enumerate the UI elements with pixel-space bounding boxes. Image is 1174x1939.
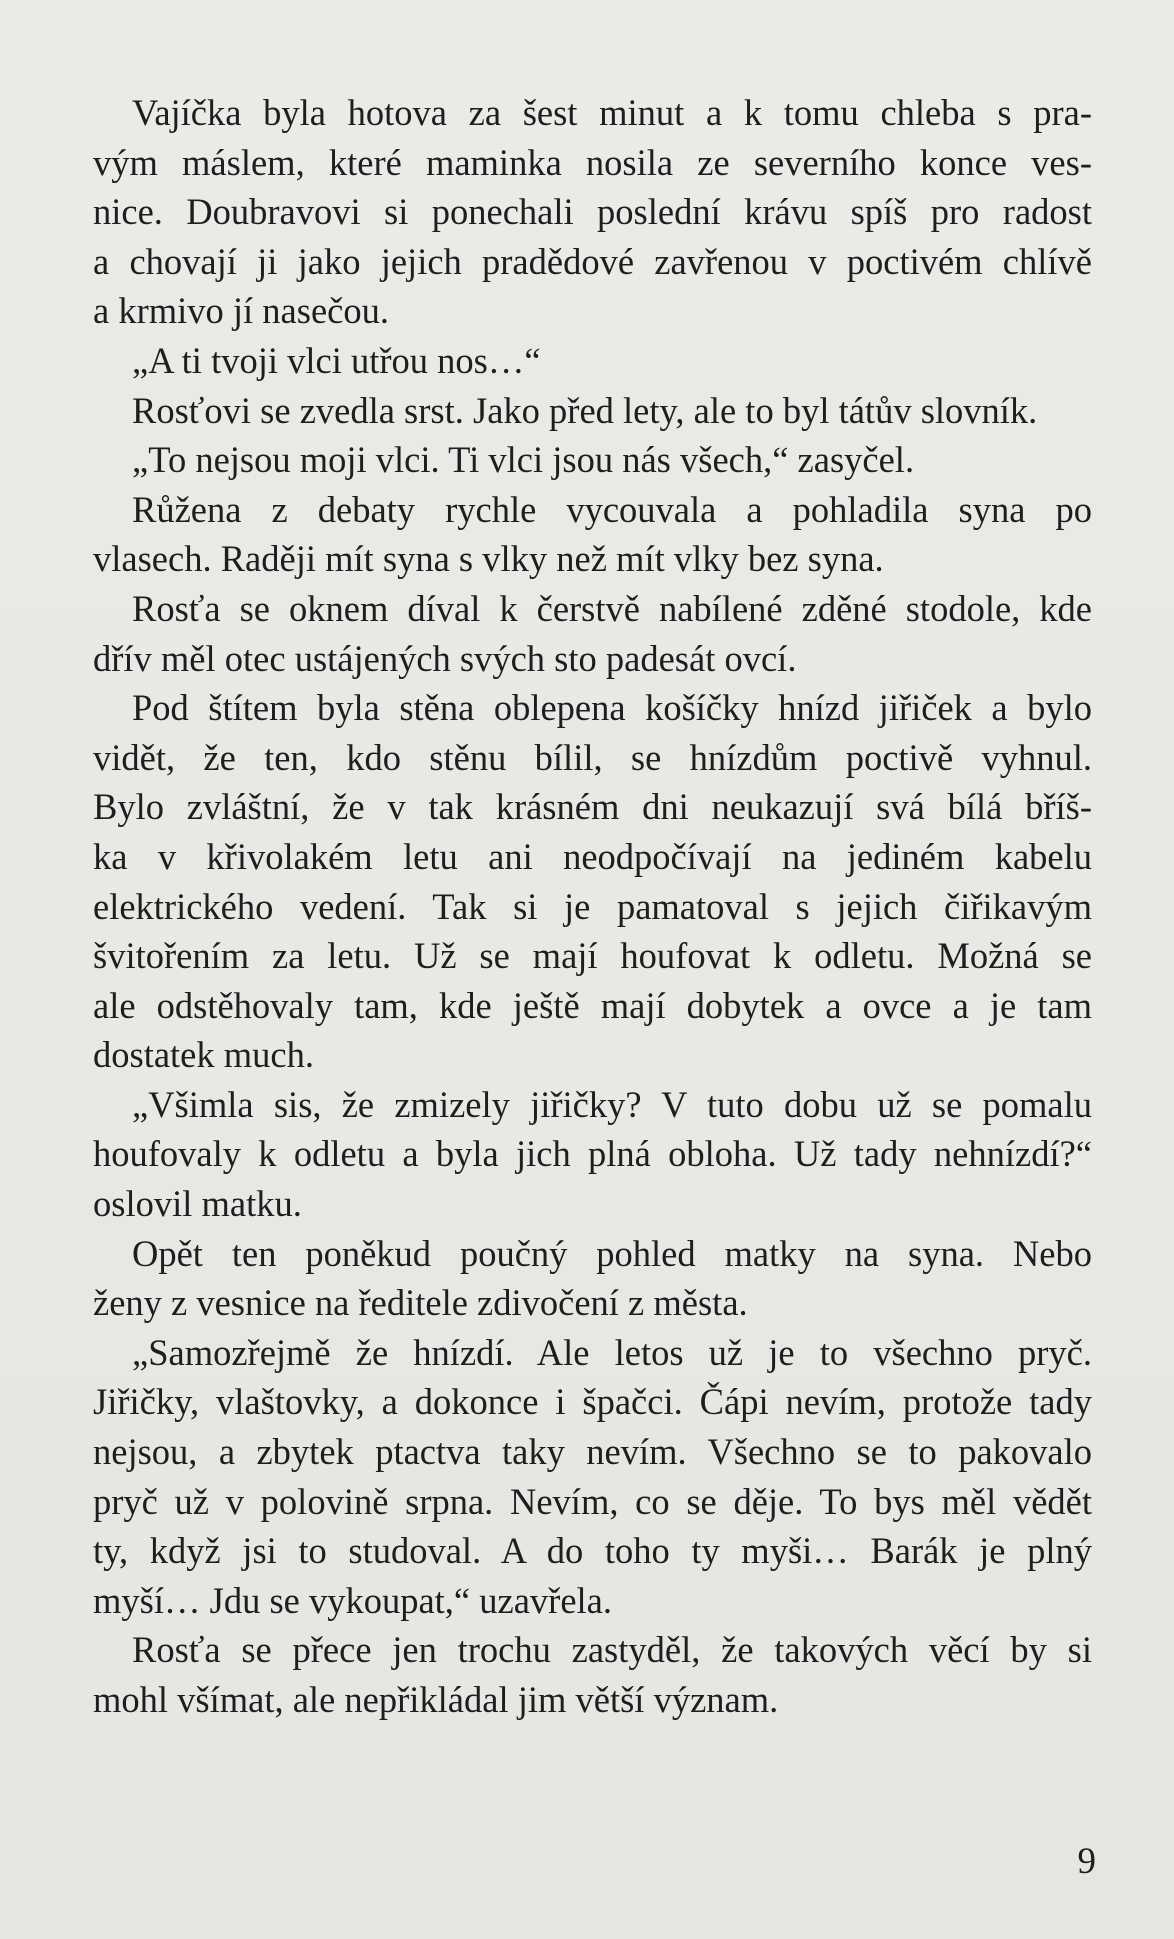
text-line-content: „A ti tvoji vlci utřou nos…“	[132, 339, 541, 381]
text-line-content: „To nejsou moji vlci. Ti vlci jsou nás všech,“ zasyčel.	[132, 439, 915, 481]
text-line-content: houfovaly k odletu a byla jich plná obloha. Už tady nehnízdí?“	[93, 1133, 1092, 1175]
text-line-content: dostatek much.	[93, 1034, 314, 1076]
text-line	[93, 882, 1092, 932]
text-line-content: elektrického vedení. Tak si je pamatoval s jejich čiřikavým	[93, 885, 1092, 927]
text-line-content: mohl všímat, ale nepřikládal jim větší význam.	[93, 1679, 779, 1720]
text-line	[93, 187, 1092, 237]
text-line	[93, 1576, 1092, 1626]
text-line	[93, 1030, 1092, 1080]
text-line	[93, 1129, 1092, 1179]
text-line-content: a chovají ji jako jejich pradědové zavřenou v poctivém chlívě	[93, 240, 1092, 282]
text-line	[93, 683, 1092, 733]
text-line-content: oslovil matku.	[93, 1183, 302, 1225]
text-line	[93, 584, 1092, 634]
text-line-content: Růžena z debaty rychle vycouvala a pohladila syna po	[132, 488, 1092, 530]
text-line	[93, 138, 1092, 188]
text-line-content: Rosťa se přece jen trochu zastyděl, že takových věcí by si	[132, 1629, 1092, 1671]
text-line	[93, 733, 1092, 783]
text-line	[93, 1377, 1092, 1427]
text-line-content: „Samozřejmě že hnízdí. Ale letos už je to všechno pryč.	[132, 1331, 1092, 1373]
text-line-content: „Všimla sis, že zmizely jiřičky? V tuto dobu už se pomalu	[132, 1083, 1092, 1125]
text-line	[93, 782, 1092, 832]
text-line-content: Vajíčka byla hotova za šest minut a k tomu chleba s pra-	[132, 92, 1092, 133]
text-line-content: Rosťovi se zvedla srst. Jako před lety, ale to byl tátův slovník.	[132, 389, 1038, 431]
text-line	[93, 286, 1092, 336]
text-line	[93, 435, 1092, 485]
text-line	[93, 1427, 1092, 1477]
text-line-content: myší… Jdu se vykoupat,“ uzavřela.	[93, 1579, 612, 1621]
text-line	[93, 237, 1092, 287]
text-line	[93, 1477, 1092, 1527]
text-line-content: nejsou, a zbytek ptactva taky nevím. Všechno se to pakovalo	[93, 1431, 1092, 1473]
text-line-content: a krmivo jí nasečou.	[93, 290, 389, 332]
text-line	[93, 88, 1092, 138]
text-line-content: vým máslem, které maminka nosila ze severního konce ves-	[93, 141, 1092, 183]
text-line-content: Jiřičky, vlaštovky, a dokonce i špačci. Čápi nevím, protože tady	[93, 1381, 1092, 1423]
text-line-content: Opět ten poněkud poučný pohled matky na syna. Nebo	[132, 1232, 1092, 1274]
text-line-content: nice. Doubravovi si ponechali poslední krávu spíš pro radost	[93, 191, 1092, 233]
text-line-content: ty, když jsi to studoval. A do toho ty myši… Barák je plný	[93, 1530, 1092, 1572]
text-line	[93, 1328, 1092, 1378]
text-line	[93, 1675, 1092, 1725]
text-line-content: ženy z vesnice na ředitele zdivočení z města.	[93, 1282, 748, 1324]
text-line	[93, 931, 1092, 981]
text-line	[93, 634, 1092, 684]
text-line-content: vlasech. Raději mít syna s vlky než mít vlky bez syna.	[93, 538, 884, 580]
body-text	[93, 88, 1092, 1725]
text-line	[93, 1229, 1092, 1279]
text-line	[93, 1625, 1092, 1675]
text-line	[93, 336, 1092, 386]
text-line-content: švitořením za letu. Už se mají houfovat k odletu. Možná se	[93, 935, 1092, 977]
text-line	[93, 1080, 1092, 1130]
text-line-content: Pod štítem byla stěna oblepena košíčky hnízd jiřiček a bylo	[132, 687, 1092, 729]
text-line-content: vidět, že ten, kdo stěnu bílil, se hnízdům poctivě vyhnul.	[93, 736, 1092, 778]
text-line-content: ka v křivolakém letu ani neodpočívají na jediném kabelu	[93, 835, 1092, 877]
text-line-content: dřív měl otec ustájených svých sto padesát ovcí.	[93, 637, 797, 679]
text-line	[93, 1526, 1092, 1576]
text-line	[93, 1278, 1092, 1328]
text-line	[93, 832, 1092, 882]
text-line-content: Bylo zvláštní, že v tak krásném dni neukazují svá bílá bříš-	[93, 786, 1092, 828]
text-line	[93, 386, 1092, 436]
text-line	[93, 981, 1092, 1031]
text-line-content: Rosťa se oknem díval k čerstvě nabílené zděné stodole, kde	[132, 587, 1092, 629]
text-line-content: ale odstěhovaly tam, kde ještě mají dobytek a ovce a je tam	[93, 984, 1092, 1026]
page-number: 9	[1077, 1841, 1096, 1882]
text-line-content: pryč už v polovině srpna. Nevím, co se děje. To bys měl vědět	[93, 1480, 1092, 1522]
text-line	[93, 1179, 1092, 1229]
text-line	[93, 534, 1092, 584]
text-line	[93, 485, 1092, 535]
